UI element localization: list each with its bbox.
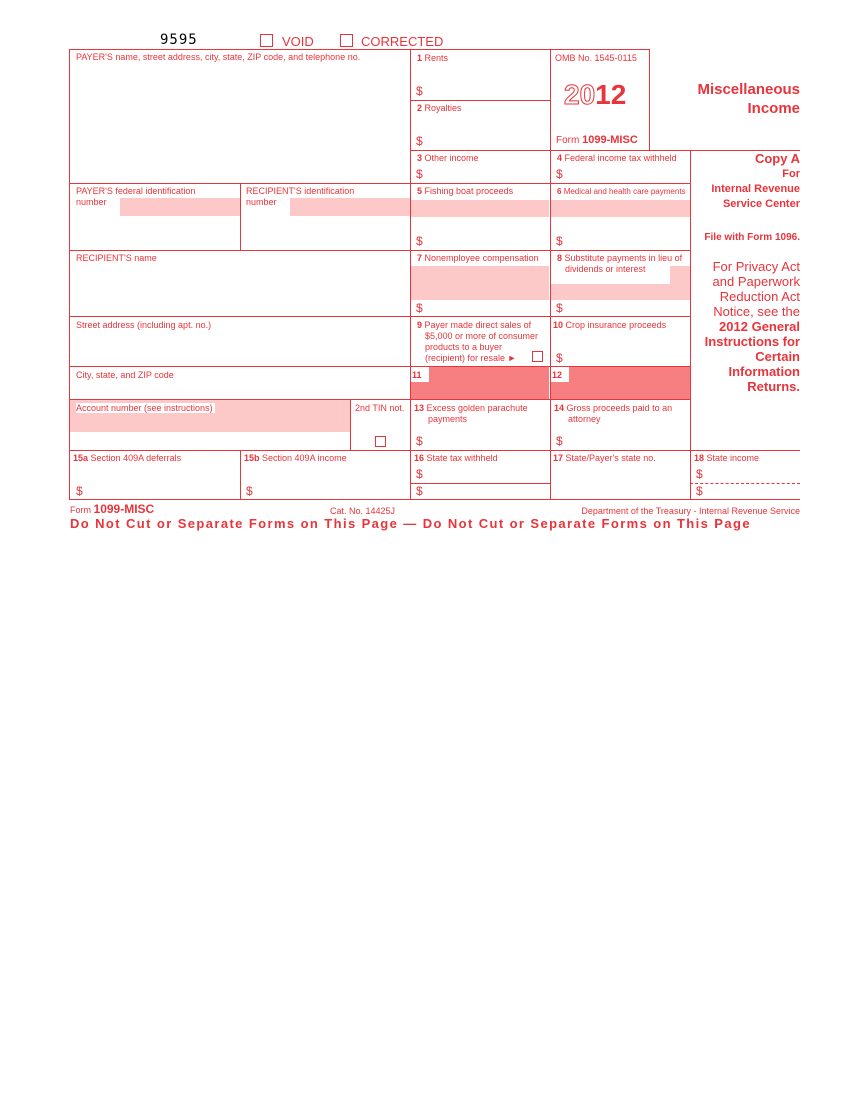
street-address-label: Street address (including apt. no.)	[76, 320, 212, 330]
shade-box8	[551, 284, 690, 300]
box15a-label: 15a Section 409A deferrals	[73, 453, 182, 463]
box15b-label: 15b Section 409A income	[244, 453, 347, 463]
footer-cat-no: Cat. No. 14425J	[330, 506, 396, 516]
privacy-notice: For Privacy Act and Paperwork Reduction Act Notice, see the 2012 General Instructions for Certain Information Returns.	[704, 259, 800, 394]
shade-box7	[411, 266, 549, 300]
box6-dollar: $	[556, 234, 563, 248]
box2-dollar: $	[416, 134, 423, 148]
footer-department: Department of the Treasury - Internal Revenue Service	[581, 506, 800, 516]
box14-dollar: $	[556, 434, 563, 448]
box15b-dollar: $	[246, 484, 253, 498]
box4-dollar: $	[556, 167, 563, 181]
box18-dollar-1: $	[696, 467, 703, 481]
form-title: Miscellaneous Income	[697, 81, 800, 117]
box10-label: 10 Crop insurance proceeds	[553, 320, 667, 330]
shade-box6	[551, 200, 690, 217]
omb-form-name: Form 1099-MISC	[556, 134, 638, 146]
box8-label: 8 Substitute payments in lieu of dividends or interest	[557, 253, 683, 274]
box16-dollar-2: $	[416, 484, 423, 498]
shade-box11	[411, 366, 549, 399]
copy-a-irs-1: Internal Revenue	[711, 183, 800, 195]
box9-checkbox[interactable]	[532, 351, 543, 362]
box5-label: 5 Fishing boat proceeds	[417, 186, 514, 196]
void-label: VOID	[282, 34, 314, 49]
footer-warning: Do Not Cut or Separate Forms on This Page — Do Not Cut or Separate Forms on This Page	[70, 516, 751, 531]
footer-form-name: Form 1099-MISC	[70, 502, 155, 516]
box15a-dollar: $	[76, 484, 83, 498]
form-code: 9595	[160, 32, 198, 48]
box14-label: 14 Gross proceeds paid to an attorney	[554, 403, 673, 424]
corrected-label: CORRECTED	[361, 34, 444, 49]
box7-dollar: $	[416, 301, 423, 315]
box1-dollar: $	[416, 84, 423, 98]
box16-label: 16 State tax withheld	[414, 453, 498, 463]
box18-dollar-2: $	[696, 484, 703, 498]
payer-name-label: PAYER'S name, street address, city, state, ZIP code, and telephone no.	[76, 52, 361, 62]
box9-label: 9 Payer made direct sales of $5,000 or more of consumer products to a buyer (recipient) for resale ►	[417, 320, 539, 363]
box17-label: 17 State/Payer's state no.	[553, 453, 656, 463]
second-tin-checkbox[interactable]	[375, 436, 386, 447]
box13-dollar: $	[416, 434, 423, 448]
copy-a-for: For	[782, 168, 800, 180]
box4-label: 4 Federal income tax withheld	[557, 153, 677, 163]
recipient-name-label: RECIPIENT'S name	[76, 253, 157, 263]
box7-label: 7 Nonemployee compensation	[417, 253, 539, 263]
box12-label: 12	[552, 370, 563, 380]
city-state-zip-label: City, state, and ZIP code	[76, 370, 174, 380]
shade-box5	[411, 200, 549, 217]
copy-a-file-with: File with Form 1096.	[704, 232, 800, 243]
account-number-label: Account number (see instructions)	[76, 403, 213, 413]
copy-a-title: Copy A	[754, 151, 800, 166]
void-checkbox[interactable]	[260, 34, 273, 47]
box6-label: 6 Medical and health care payments	[557, 187, 686, 196]
box13-label: 13 Excess golden parachute payments	[414, 403, 528, 424]
tax-year: 2012	[564, 79, 627, 110]
box11-label: 11	[412, 370, 422, 380]
omb-number: OMB No. 1545-0115	[555, 53, 637, 63]
second-tin-label: 2nd TIN not.	[355, 403, 405, 413]
copy-a-irs-2: Service Center	[722, 198, 800, 210]
box1-label: 1 Rents	[417, 53, 449, 63]
shade-box12	[551, 366, 690, 399]
payer-fed-id-label: PAYER'S federal identification number	[76, 186, 196, 207]
recipient-id-label: RECIPIENT'S identification number	[246, 186, 355, 207]
corrected-checkbox[interactable]	[340, 34, 353, 47]
box10-dollar: $	[556, 351, 563, 365]
box18-label: 18 State income	[694, 453, 760, 463]
box3-label: 3 Other income	[417, 153, 479, 163]
box3-dollar: $	[416, 167, 423, 181]
box8-dollar: $	[556, 301, 563, 315]
box16-dollar-1: $	[416, 467, 423, 481]
box5-dollar: $	[416, 234, 423, 248]
copy-a-block	[692, 151, 800, 245]
box2-label: 2 Royalties	[417, 103, 462, 113]
